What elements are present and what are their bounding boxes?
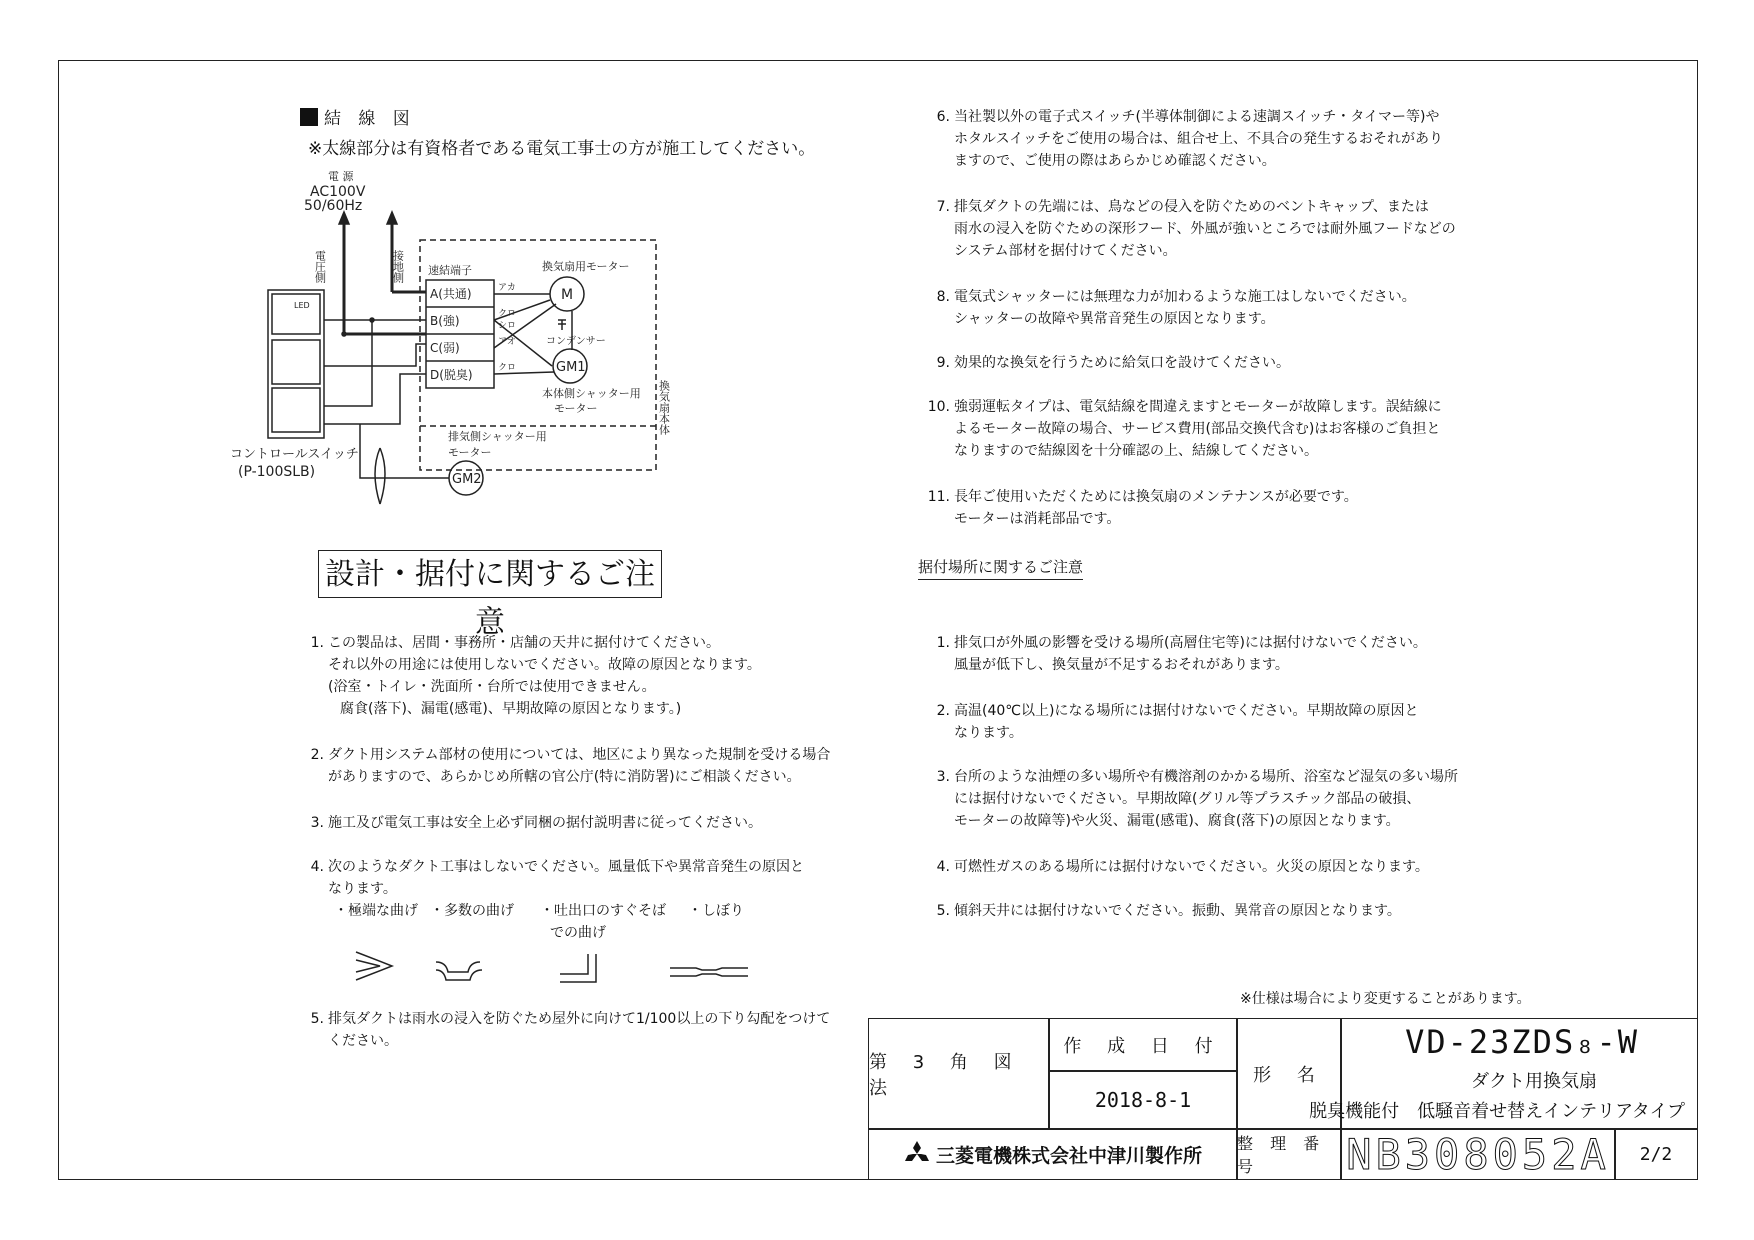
company-cell — [868, 1128, 1238, 1180]
docno-cell — [1340, 1128, 1616, 1180]
wire-black-label: クロ — [498, 309, 517, 319]
wiring-note: ※太線部分は有資格者である電気工事士の方が施工してください。 — [308, 139, 816, 159]
date-label-cell — [1048, 1018, 1238, 1072]
product-name: ダクト用換気扇 — [1471, 1071, 1597, 1092]
body-shutter-motor-label-1: 本体側シャッター用 — [542, 387, 641, 400]
motor-m-label: M — [561, 287, 574, 303]
motor-gm2-label: GM2 — [452, 472, 482, 487]
terminal-b: B(強) — [430, 314, 460, 328]
design-notes-heading: 設計・据付に関するご注意 — [318, 550, 662, 598]
location-notes-heading: 据付場所に関するご注意 — [918, 556, 1083, 580]
spec-change-note: ※仕様は場合により変更することがあります。 — [1240, 991, 1531, 1007]
product-description: 脱臭機能付 低騒音着せ替えインテリアタイプ — [1309, 1101, 1685, 1122]
projection-cell — [868, 1018, 1050, 1130]
fan-motor-label: 換気扇用モーター — [542, 260, 630, 273]
document-number: NB308052A — [1346, 1129, 1610, 1179]
ground-side-label: 接地側 — [391, 250, 405, 283]
body-shutter-motor-label-2: モーター — [554, 402, 598, 415]
exhaust-shutter-motor-label-1: 排気側シャッター用 — [448, 430, 547, 443]
power-label: 電 源 — [328, 170, 354, 183]
page-number: 2/2 — [1639, 1143, 1673, 1165]
led-label: LED — [294, 301, 310, 310]
model-label: 形 名 — [1253, 1065, 1325, 1086]
model-cell — [1309, 1018, 1698, 1130]
mitsubishi-logo-icon — [904, 1141, 930, 1167]
fan-body-label: 換気扇本体 — [657, 380, 671, 435]
power-freq: 50/60Hz — [304, 198, 363, 214]
title-block — [868, 1018, 1698, 1180]
page-cell — [1614, 1128, 1698, 1180]
duct-example-extreme-bend: ・極端な曲げ — [334, 903, 418, 919]
duct-example-many-bends: ・多数の曲げ — [430, 903, 514, 919]
projection-label: 第 3 角 図 法 — [869, 1052, 1022, 1099]
wire-blue-label: アオ — [498, 337, 516, 347]
exhaust-shutter-motor-label-2: モーター — [448, 446, 492, 459]
capacitor-label: コンデンサー — [546, 336, 606, 347]
terminal-d: D(脱臭) — [430, 368, 473, 382]
date-cell — [1048, 1070, 1238, 1130]
power-voltage: AC100V — [310, 184, 366, 200]
wire-black2-label: クロ — [498, 363, 517, 373]
control-switch-model: (P-100SLB) — [238, 464, 316, 480]
company-name: 三菱電機株式会社中津川製作所 — [935, 1144, 1202, 1167]
control-switch-label: コントロールスイッチ — [230, 447, 359, 462]
wiring-title: 結 線 図 — [300, 104, 416, 129]
wire-red-label: アカ — [498, 283, 516, 293]
voltage-side-label: 電圧側 — [313, 250, 327, 283]
terminal-c: C(弱) — [430, 341, 460, 355]
duct-example-squeeze: ・しぼり — [688, 903, 744, 919]
duct-example-near-outlet-2: での曲げ — [550, 925, 606, 941]
terminal-block-label: 速結端子 — [428, 264, 472, 277]
creation-date: 2018-8-1 — [1094, 1088, 1192, 1112]
duct-example-sketches — [350, 948, 750, 988]
bullet-square-icon — [300, 108, 318, 126]
model-number: VD-23ZDS₈-W — [1405, 1023, 1639, 1061]
date-label: 作 成 日 付 — [1063, 1036, 1223, 1057]
motor-gm1-label: GM1 — [556, 360, 586, 375]
docno-label: 整 理 番 号 — [1237, 1134, 1326, 1176]
wiring-diagram — [220, 170, 700, 530]
terminal-a: A(共通) — [430, 287, 472, 301]
wire-white-label: シロ — [498, 321, 517, 331]
docno-label-cell — [1236, 1128, 1342, 1180]
duct-example-near-outlet: ・吐出口のすぐそば — [540, 903, 666, 919]
